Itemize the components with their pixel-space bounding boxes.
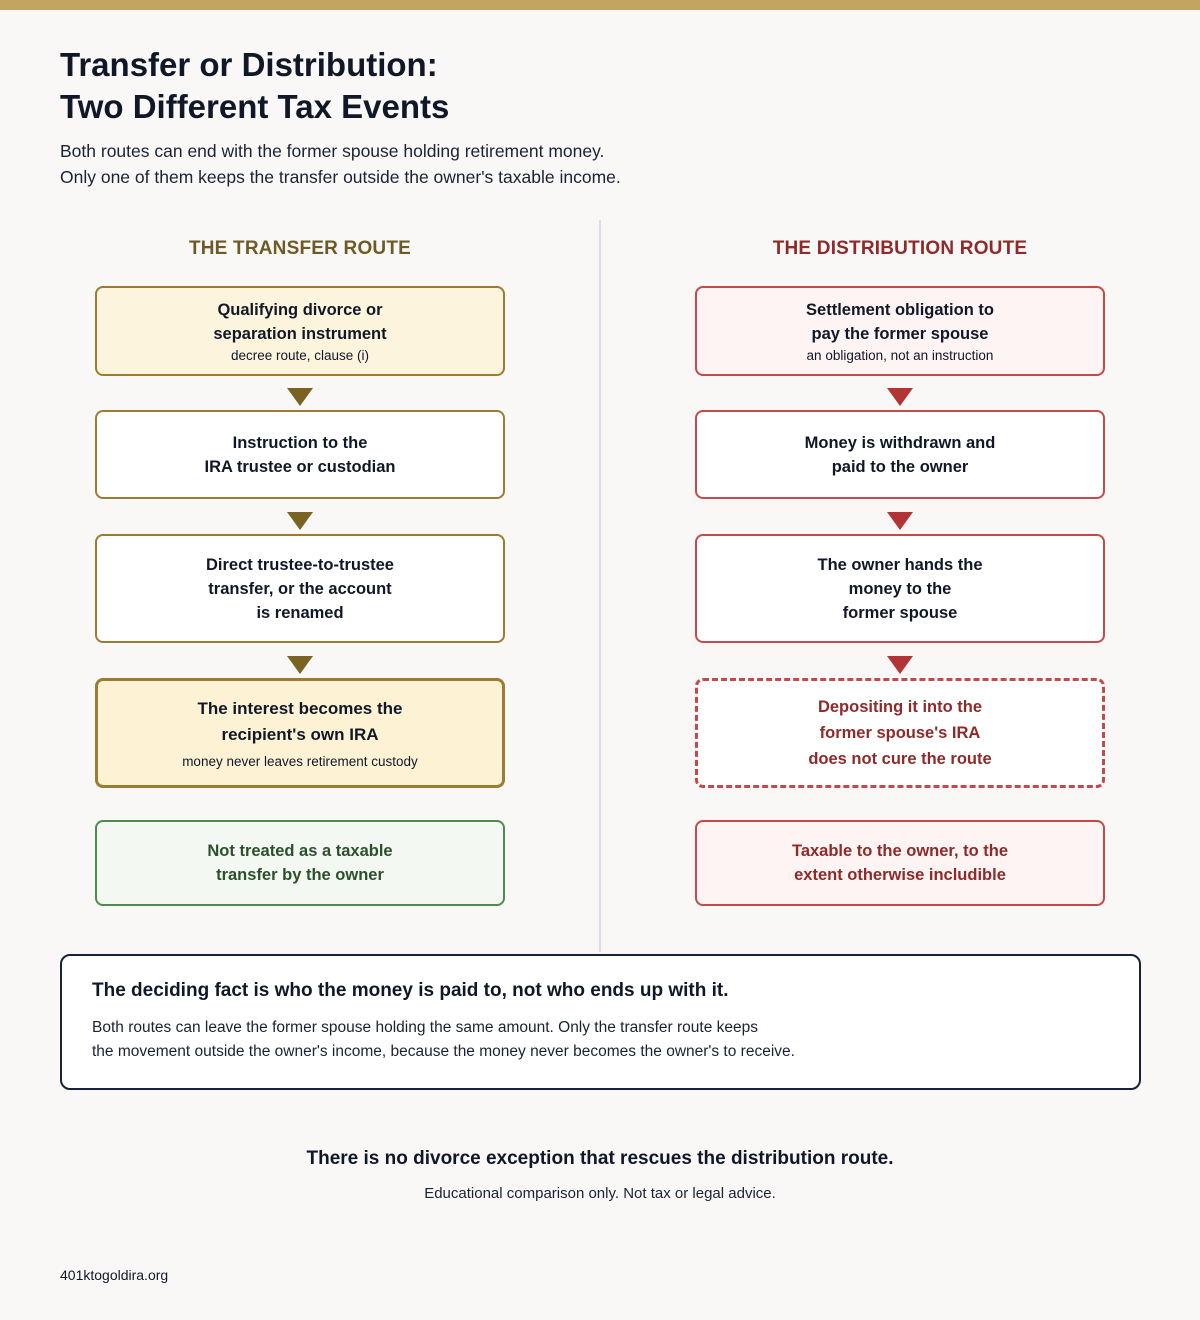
callout-title: The deciding fact is who the money is paid to, not who ends up with it. — [92, 980, 729, 1001]
closing-statement: There is no divorce exception that rescues the distribution route. — [306, 1148, 894, 1169]
intro-text — [60, 138, 621, 190]
disclaimer: Educational comparison only. Not tax or legal advice. — [424, 1185, 776, 1202]
distribution-step-1-sub: an obligation, not an instruction — [806, 347, 994, 363]
distribution-step-4 — [695, 678, 1105, 788]
transfer-step-2 — [95, 410, 505, 499]
distribution-arrow-3 — [887, 656, 913, 674]
transfer-step-1-main: Qualifying divorce or separation instrument — [213, 300, 387, 343]
transfer-arrow-1 — [287, 388, 313, 406]
intro-line-1: Both routes can end with the former spouse holding retirement money. — [60, 141, 605, 161]
distribution-outcome — [695, 820, 1105, 906]
distribution-arrow-1 — [887, 388, 913, 406]
callout-body-line-2: the movement outside the owner's income, because the money never becomes the owner's to receive. — [92, 1043, 795, 1060]
top-accent-bar — [0, 0, 1200, 10]
transfer-step-4-main: The interest becomes the recipient's own IRA — [197, 698, 403, 744]
distribution-step-1 — [695, 286, 1105, 376]
column-divider — [599, 220, 601, 952]
distribution-route-heading: THE DISTRIBUTION ROUTE — [772, 238, 1028, 259]
transfer-step-4 — [95, 678, 505, 788]
transfer-arrow-2 — [287, 512, 313, 530]
title-line-1: Transfer or Distribution: — [60, 46, 438, 83]
distribution-step-1-main: Settlement obligation to pay the former spouse — [806, 300, 994, 343]
deciding-fact-callout — [60, 954, 1141, 1090]
transfer-step-3 — [95, 534, 505, 643]
intro-line-2: Only one of them keeps the transfer outside the owner's taxable income. — [60, 167, 621, 187]
transfer-step-1 — [95, 286, 505, 376]
transfer-arrow-3 — [287, 656, 313, 674]
title-line-2: Two Different Tax Events — [60, 88, 450, 125]
distribution-step-2-main: Money is withdrawn and paid to the owner — [804, 433, 996, 476]
page-title — [60, 44, 449, 128]
site-url: 401ktogoldira.org — [60, 1267, 169, 1283]
distribution-arrow-2 — [887, 512, 913, 530]
transfer-step-1-sub: decree route, clause (i) — [230, 347, 370, 363]
transfer-outcome — [95, 820, 505, 906]
distribution-outcome-text: Taxable to the owner, to the extent otherwise includible — [791, 842, 1009, 884]
transfer-outcome-text: Not treated as a taxable transfer by the owner — [207, 842, 393, 884]
distribution-step-4-main: Depositing it into the former spouse's IRA does not cure the route — [808, 698, 992, 768]
transfer-route-heading: THE TRANSFER ROUTE — [188, 238, 412, 259]
distribution-step-3-main: The owner hands the money to the former spouse — [817, 555, 983, 622]
distribution-step-3 — [695, 534, 1105, 643]
transfer-step-2-main: Instruction to the IRA trustee or custodian — [204, 433, 396, 476]
callout-body-line-1: Both routes can leave the former spouse holding the same amount. Only the transfer route keeps — [92, 1019, 759, 1036]
transfer-step-3-main: Direct trustee-to-trustee transfer, or the account is renamed — [206, 555, 394, 622]
transfer-step-4-sub: money never leaves retirement custody — [182, 753, 418, 769]
distribution-step-2 — [695, 410, 1105, 499]
callout-body — [92, 1016, 1109, 1064]
